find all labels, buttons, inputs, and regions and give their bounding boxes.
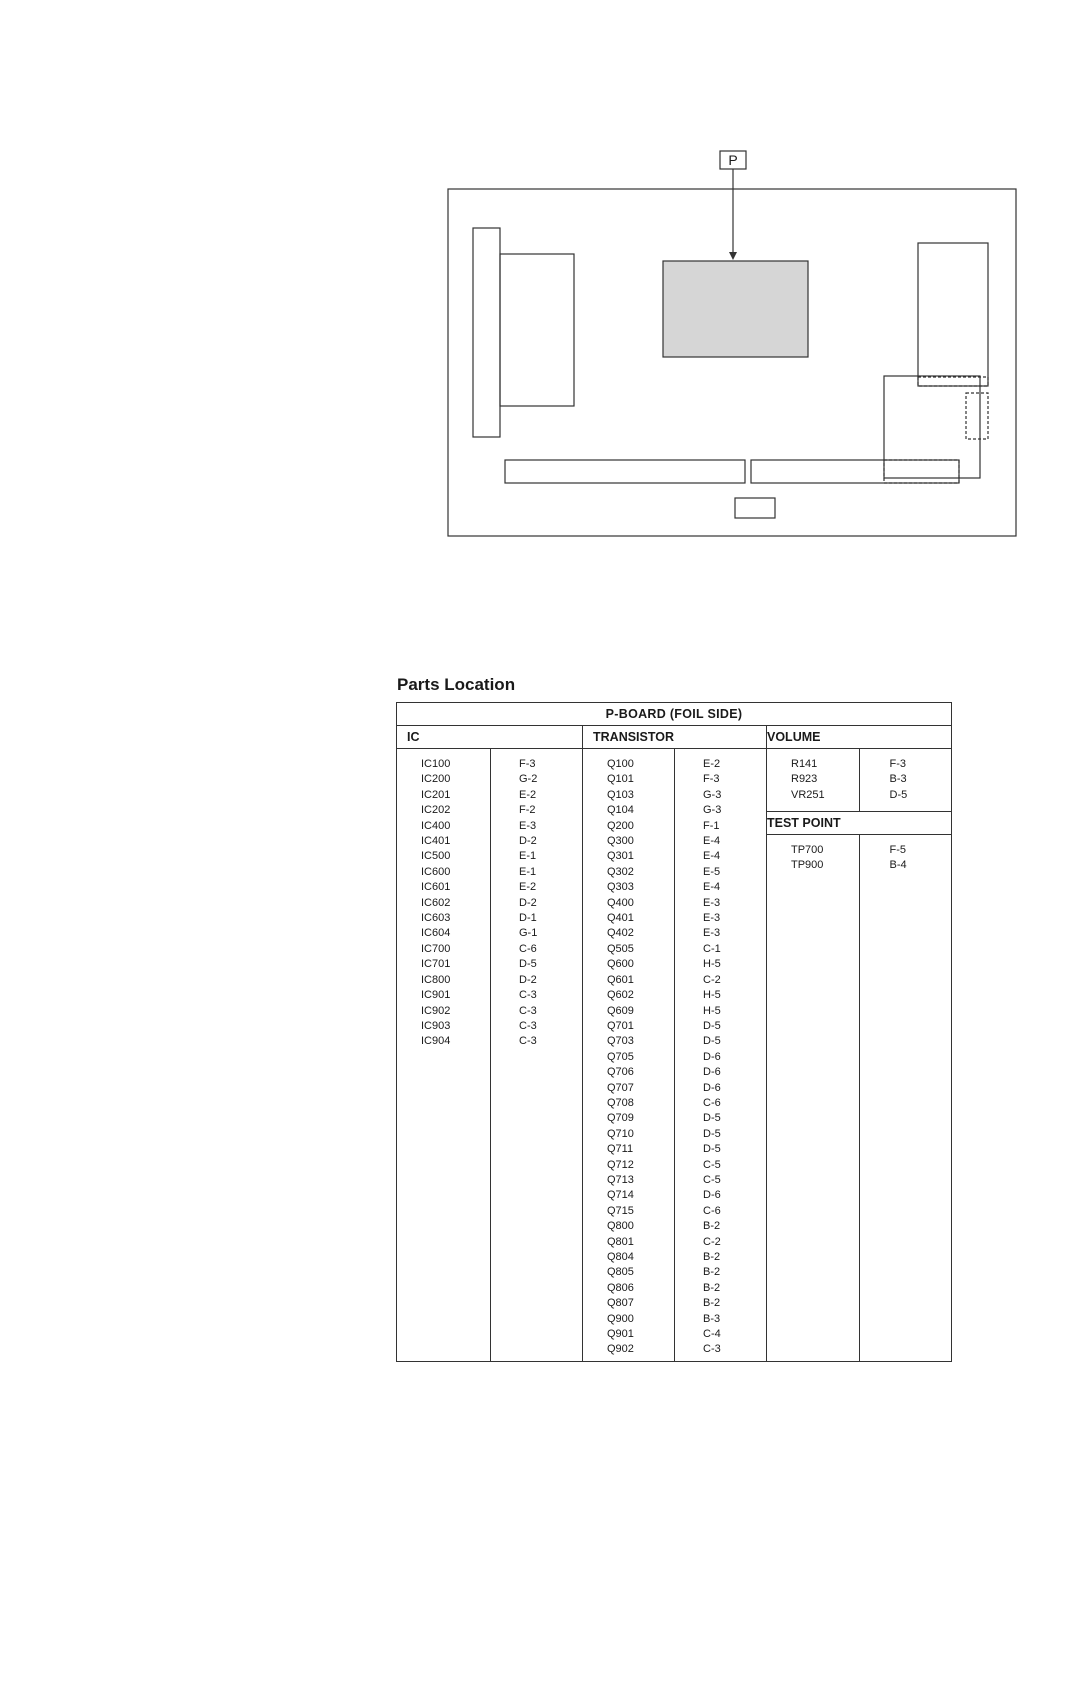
transistor-ref-item: Q300 — [607, 835, 634, 848]
transistor-ref-item: Q710 — [607, 1127, 634, 1140]
test-point-ref-item: TP900 — [791, 859, 824, 872]
transistor-ref-item: Q804 — [607, 1251, 634, 1263]
transistor-loc-item: C-2 — [703, 973, 721, 986]
ic-ref-item: IC800 — [421, 973, 451, 986]
transistor-ref-item: Q711 — [607, 1143, 634, 1156]
test-point-heading: TEST POINT — [767, 812, 951, 835]
transistor-loc-item: D-6 — [703, 1189, 721, 1202]
ic-loc-item: E-2 — [519, 881, 537, 894]
ic-ref-item: IC903 — [421, 1019, 451, 1032]
ic-loc-list — [491, 749, 582, 1050]
volume-refs-cell — [767, 749, 859, 812]
transistor-loc-item: G-3 — [703, 804, 722, 817]
transistor-loc-item: C-5 — [703, 1173, 721, 1186]
test-point-loc-list — [860, 835, 952, 874]
transistor-ref-item: Q104 — [607, 804, 634, 817]
transistor-loc-item: B-3 — [703, 1312, 721, 1325]
parts-location-table — [396, 702, 952, 1362]
transistor-loc-item: E-2 — [703, 758, 721, 770]
transistor-ref-item: Q600 — [607, 958, 634, 971]
ic-ref-item: IC700 — [421, 942, 451, 955]
transistor-ref-item: Q900 — [607, 1312, 634, 1325]
bottom-small-component — [735, 498, 775, 518]
test-point-loc-item: B-4 — [889, 859, 907, 872]
ic-loc-item: F-2 — [519, 804, 536, 817]
ic-ref-item: IC401 — [421, 835, 451, 848]
right-dashed-area-3 — [884, 460, 959, 483]
ic-ref-item: IC701 — [421, 958, 451, 971]
transistor-refs-cell — [583, 749, 675, 1362]
test-point-locs-cell — [859, 835, 951, 1362]
transistor-locs-cell — [675, 749, 767, 1362]
transistor-loc-item: C-3 — [703, 1343, 721, 1356]
transistor-loc-item: C-2 — [703, 1235, 721, 1248]
transistor-ref-item: Q705 — [607, 1050, 634, 1063]
highlighted-component — [663, 261, 808, 357]
transistor-loc-item: G-3 — [703, 788, 722, 801]
ic-ref-item: IC602 — [421, 896, 451, 909]
ic-ref-item: IC500 — [421, 850, 451, 863]
right-dashed-area-1 — [918, 377, 988, 386]
transistor-ref-item: Q707 — [607, 1081, 634, 1094]
test-point-ref-list — [767, 835, 859, 874]
transistor-loc-item: B-2 — [703, 1281, 721, 1294]
transistor-ref-item: Q402 — [607, 927, 634, 940]
transistor-loc-item: B-2 — [703, 1266, 721, 1279]
transistor-ref-item: Q806 — [607, 1281, 634, 1294]
transistor-loc-item: C-4 — [703, 1328, 721, 1341]
ic-loc-item: C-6 — [519, 942, 537, 955]
ic-loc-item: D-2 — [519, 973, 537, 986]
transistor-loc-item: H-5 — [703, 1004, 721, 1017]
ic-loc-item: E-1 — [519, 850, 537, 863]
volume-ref-item: R923 — [791, 773, 818, 786]
ic-ref-list — [397, 749, 490, 1050]
volume-heading: VOLUME — [767, 726, 951, 749]
ic-loc-item: D-2 — [519, 835, 537, 848]
ic-loc-item: D-1 — [519, 912, 537, 925]
transistor-loc-item: E-4 — [703, 850, 721, 863]
transistor-ref-item: Q714 — [607, 1189, 634, 1202]
transistor-ref-item: Q701 — [607, 1019, 634, 1032]
transistor-loc-item: D-5 — [703, 1035, 721, 1048]
transistor-loc-item: E-3 — [703, 912, 721, 925]
transistor-ref-item: Q706 — [607, 1066, 634, 1079]
parts-location-title: Parts Location — [397, 675, 516, 694]
transistor-ref-item: Q709 — [607, 1112, 634, 1125]
ic-ref-item: IC603 — [421, 912, 451, 925]
left-component — [500, 254, 574, 406]
transistor-ref-item: Q712 — [607, 1158, 634, 1171]
ic-loc-item: C-3 — [519, 1035, 537, 1048]
transistor-loc-item: E-3 — [703, 896, 721, 909]
ic-loc-item: G-2 — [519, 773, 538, 786]
ic-ref-item: IC201 — [421, 788, 451, 801]
ic-ref-item: IC600 — [421, 865, 451, 878]
ic-loc-item: E-3 — [519, 819, 537, 832]
transistor-ref-item: Q101 — [607, 773, 634, 786]
volume-loc-item: F-3 — [889, 758, 906, 770]
transistor-ref-item: Q602 — [607, 989, 634, 1002]
volume-locs-cell — [859, 749, 951, 812]
volume-loc-list — [860, 749, 952, 803]
ic-loc-item: C-3 — [519, 989, 537, 1002]
transistor-ref-item: Q713 — [607, 1173, 634, 1186]
ic-loc-item: C-3 — [519, 1019, 537, 1032]
ic-ref-item: IC400 — [421, 819, 451, 832]
board-diagram — [0, 0, 1078, 560]
transistor-loc-item: D-5 — [703, 1019, 721, 1032]
volume-ref-item: R141 — [791, 758, 818, 770]
transistor-loc-item: D-6 — [703, 1050, 721, 1063]
ic-loc-item: F-3 — [519, 758, 536, 770]
transistor-ref-item: Q708 — [607, 1096, 634, 1109]
transistor-ref-list — [583, 749, 674, 1358]
transistor-ref-item: Q715 — [607, 1204, 634, 1217]
ic-ref-item: IC202 — [421, 804, 451, 817]
transistor-ref-item: Q100 — [607, 758, 634, 770]
pointer-arrowhead — [729, 252, 737, 260]
ic-ref-item: IC601 — [421, 881, 451, 894]
transistor-loc-item: D-5 — [703, 1127, 721, 1140]
ic-loc-item: D-2 — [519, 896, 537, 909]
transistor-ref-item: Q801 — [607, 1235, 634, 1248]
ic-loc-item: E-2 — [519, 788, 537, 801]
ic-loc-item: E-1 — [519, 865, 537, 878]
transistor-ref-item: Q103 — [607, 788, 634, 801]
transistor-loc-item: D-5 — [703, 1143, 721, 1156]
transistor-ref-item: Q609 — [607, 1004, 634, 1017]
transistor-loc-item: E-4 — [703, 835, 721, 848]
transistor-loc-item: E-5 — [703, 865, 721, 878]
transistor-loc-item: D-6 — [703, 1066, 721, 1079]
transistor-loc-item: E-4 — [703, 881, 721, 894]
transistor-loc-item: F-3 — [703, 773, 720, 786]
transistor-ref-item: Q807 — [607, 1297, 634, 1310]
volume-loc-item: D-5 — [889, 788, 908, 801]
volume-testpoint-table — [767, 726, 951, 1361]
transistor-loc-item: D-6 — [703, 1081, 721, 1094]
volume-ref-item: VR251 — [791, 788, 825, 801]
transistor-ref-item: Q301 — [607, 850, 634, 863]
transistor-ref-item: Q601 — [607, 973, 634, 986]
transistor-ref-item: Q902 — [607, 1343, 634, 1356]
transistor-loc-item: F-1 — [703, 819, 720, 832]
transistor-ref-item: Q401 — [607, 912, 634, 925]
test-point-ref-item: TP700 — [791, 844, 824, 856]
transistor-ref-item: Q200 — [607, 819, 634, 832]
transistor-loc-item: H-5 — [703, 958, 721, 971]
transistor-ref-item: Q901 — [607, 1328, 634, 1341]
transistor-ref-item: Q505 — [607, 942, 634, 955]
transistor-loc-item: B-2 — [703, 1297, 721, 1310]
right-dashed-area-2 — [966, 393, 988, 439]
transistor-ref-item: Q303 — [607, 881, 634, 894]
ic-loc-item: D-5 — [519, 958, 537, 971]
transistor-ref-item: Q400 — [607, 896, 634, 909]
transistor-loc-list — [675, 749, 766, 1358]
volume-ref-list — [767, 749, 859, 803]
transistor-loc-item: C-6 — [703, 1096, 721, 1109]
transistor-loc-item: C-5 — [703, 1158, 721, 1171]
transistor-loc-item: B-2 — [703, 1220, 721, 1233]
ic-loc-item: G-1 — [519, 927, 538, 940]
transistor-loc-item: E-3 — [703, 927, 721, 940]
right-tall-component — [918, 243, 988, 386]
test-point-loc-item: F-5 — [889, 844, 906, 856]
transistor-loc-item: C-6 — [703, 1204, 721, 1217]
ic-ref-item: IC200 — [421, 773, 451, 786]
ic-refs-cell — [397, 749, 491, 1362]
ic-ref-item: IC902 — [421, 1004, 451, 1017]
ic-ref-item: IC904 — [421, 1035, 451, 1048]
board-outline — [448, 189, 1016, 536]
transistor-ref-item: Q800 — [607, 1220, 634, 1233]
test-point-refs-cell — [767, 835, 859, 1362]
ic-ref-item: IC901 — [421, 989, 451, 1002]
transistor-loc-item: C-1 — [703, 942, 721, 955]
transistor-loc-item: H-5 — [703, 989, 721, 1002]
connector-label: P — [728, 152, 738, 168]
ic-locs-cell — [491, 749, 583, 1362]
transistor-heading: TRANSISTOR — [583, 726, 767, 749]
ic-ref-item: IC604 — [421, 927, 451, 940]
bottom-connector-right — [751, 460, 959, 483]
volume-testpoint-column — [767, 726, 952, 1362]
transistor-ref-item: Q703 — [607, 1035, 634, 1048]
transistor-loc-item: D-5 — [703, 1112, 721, 1125]
ic-loc-item: C-3 — [519, 1004, 537, 1017]
ic-ref-item: IC100 — [421, 758, 451, 770]
left-connector-strip — [473, 228, 500, 437]
board-title: P-BOARD (FOIL SIDE) — [397, 703, 952, 726]
transistor-loc-item: B-2 — [703, 1251, 721, 1263]
volume-loc-item: B-3 — [889, 773, 907, 786]
transistor-ref-item: Q302 — [607, 865, 634, 878]
bottom-connector-left — [505, 460, 745, 483]
ic-heading: IC — [397, 726, 583, 749]
transistor-ref-item: Q805 — [607, 1266, 634, 1279]
